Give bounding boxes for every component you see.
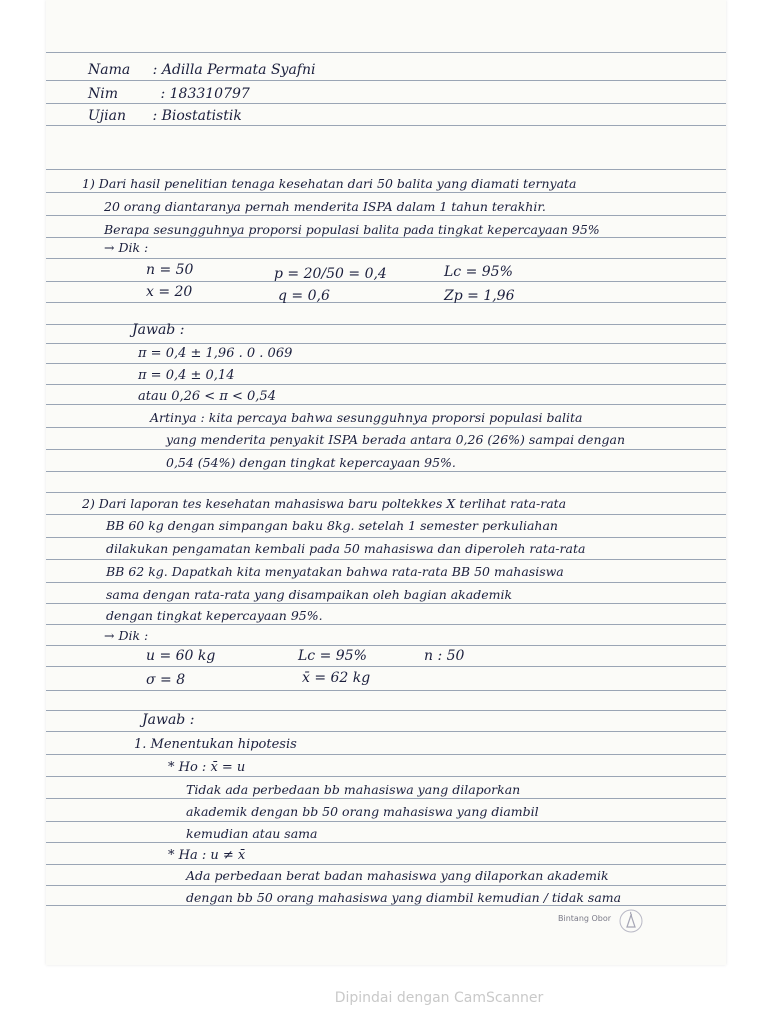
q2-prompt-line-5: sama dengan rata-rata yang disampaikan oleh bagian akademik (106, 587, 513, 602)
q1-given-lc: Lc = 95% (444, 264, 513, 280)
ruled-line (46, 885, 726, 886)
q2-ha-text-2: dengan bb 50 orang mahasiswa yang diambil kemudian / tidak sama (186, 890, 622, 905)
header-ujian-label: Ujian (88, 108, 126, 124)
q2-prompt-line-3: dilakukan pengamatan kembali pada 50 mahasiswa dan diperoleh rata-rata (106, 541, 586, 556)
header-name (88, 62, 315, 78)
q2-given-sigma: σ = 8 (146, 672, 186, 688)
q1-given-q: q = 0,6 (278, 288, 330, 304)
ruled-line (46, 537, 726, 538)
q2-prompt-line-1: 2) Dari laporan tes kesehatan mahasiswa baru poltekkes X terlihat rata-rata (82, 496, 567, 511)
q1-conclusion-3: 0,54 (54%) dengan tingkat kepercayaan 95%. (166, 455, 456, 470)
torch-logo-icon (618, 908, 644, 934)
q2-given-u: u = 60 kg (146, 648, 216, 664)
ruled-line (46, 842, 726, 843)
ruled-line (46, 492, 726, 493)
header-nim (88, 86, 250, 102)
q2-h0-text-2: akademik dengan bb 50 orang mahasiswa yang diambil (186, 804, 539, 819)
ruled-line (46, 754, 726, 755)
ruled-line (46, 449, 726, 450)
q1-prompt-line-1: 1) Dari hasil penelitian tenaga kesehatan dari 50 balita yang diamati ternyata (82, 176, 577, 191)
q1-step-2: π = 0,4 ± 0,14 (138, 368, 235, 383)
header-name-value: : Adilla Permata Syafni (152, 62, 316, 78)
q2-ha-text-1: Ada perbedaan berat badan mahasiswa yang dilaporkan akademik (186, 868, 609, 883)
q2-prompt-line-4: BB 62 kg. Dapatkah kita menyatakan bahwa rata-rata BB 50 mahasiswa (106, 564, 564, 579)
header-ujian-value: : Biostatistik (152, 108, 242, 124)
q1-step-1: π = 0,4 ± 1,96 . 0 . 069 (138, 346, 293, 361)
ruled-line (46, 302, 726, 303)
ruled-line (46, 471, 726, 472)
notebook-page (46, 0, 726, 965)
q1-step-3: atau 0,26 < π < 0,54 (138, 389, 276, 404)
q2-h0-text-3: kemudian atau sama (186, 826, 318, 841)
ruled-line (46, 645, 726, 646)
ruled-line (46, 363, 726, 364)
ruled-line (46, 798, 726, 799)
ruled-line (46, 710, 726, 711)
q2-given-lc: Lc = 95% (298, 648, 367, 664)
q1-dik-label: → Dik : (104, 240, 149, 255)
q2-given-xbar: x̄ = 62 kg (302, 670, 371, 686)
ruled-line (46, 731, 726, 732)
ruled-line (46, 258, 726, 259)
q1-prompt-line-2: 20 orang diantaranya pernah menderita ISPA dalam 1 tahun terakhir. (104, 199, 546, 214)
ruled-line (46, 864, 726, 865)
header-nim-value: : 183310797 (160, 86, 250, 102)
q2-h0-label: * Ho : x̄ = u (168, 760, 246, 775)
ruled-line (46, 624, 726, 625)
q1-conclusion-1: Artinya : kita percaya bahwa sesungguhnya proporsi populasi balita (150, 410, 583, 425)
ruled-line (46, 169, 726, 170)
ruled-line (46, 666, 726, 667)
ruled-line (46, 603, 726, 604)
ruled-line (46, 80, 726, 81)
q2-h0-text-1: Tidak ada perbedaan bb mahasiswa yang dilaporkan (186, 782, 521, 797)
ruled-line (46, 776, 726, 777)
ruled-line (46, 427, 726, 428)
q2-given-n: n : 50 (424, 648, 465, 664)
q1-jawab-label: Jawab : (132, 322, 185, 338)
q2-ha-label: * Ha : u ≠ x̄ (168, 848, 246, 863)
ruled-line (46, 821, 726, 822)
header-name-label: Nama (88, 62, 131, 78)
brand-name: Bintang Obor (558, 914, 612, 923)
ruled-line (46, 514, 726, 515)
q2-prompt-line-6: dengan tingkat kepercayaan 95%. (106, 608, 323, 623)
q1-given-n: n = 50 (146, 262, 194, 278)
ruled-line (46, 215, 726, 216)
q1-given-p: p = 20/50 = 0,4 (274, 266, 387, 282)
q1-given-zp: Zp = 1,96 (444, 288, 515, 304)
ruled-line (46, 52, 726, 53)
ruled-line (46, 343, 726, 344)
q1-given-x: x = 20 (146, 284, 193, 300)
q2-jawab-label: Jawab : (142, 712, 195, 728)
ruled-line (46, 582, 726, 583)
ruled-line (46, 192, 726, 193)
q2-step1-title: 1. Menentukan hipotesis (134, 737, 297, 752)
q1-conclusion-2: yang menderita penyakit ISPA berada antara 0,26 (26%) sampai dengan (166, 432, 626, 447)
ruled-line (46, 690, 726, 691)
ruled-line (46, 103, 726, 104)
q2-prompt-line-2: BB 60 kg dengan simpangan baku 8kg. setelah 1 semester perkuliahan (106, 518, 558, 533)
q2-dik-label: → Dik : (104, 628, 149, 643)
header-nim-label: Nim (88, 86, 119, 102)
header-ujian (88, 108, 242, 124)
ruled-line (46, 559, 726, 560)
scanner-watermark: Dipindai dengan CamScanner (334, 990, 544, 1006)
q1-prompt-line-3: Berapa sesungguhnya proporsi populasi balita pada tingkat kepercayaan 95% (104, 222, 600, 237)
ruled-line (46, 125, 726, 126)
ruled-line (46, 384, 726, 385)
